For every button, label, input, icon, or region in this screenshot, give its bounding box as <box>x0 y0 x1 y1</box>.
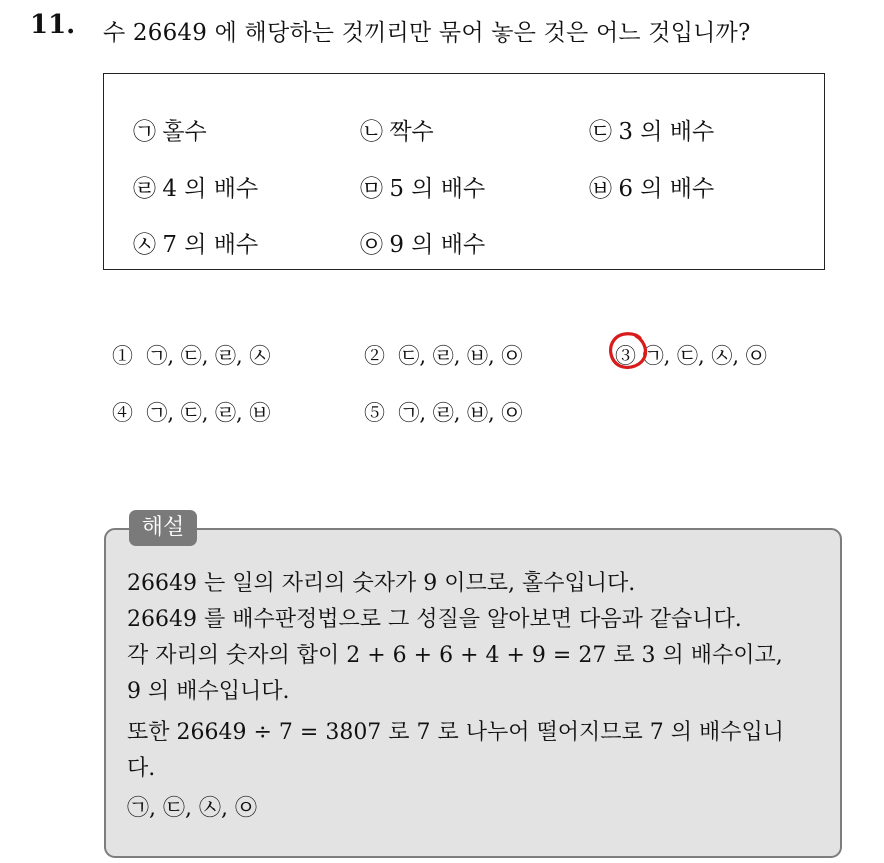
choice-4[interactable]: ④ ㉠, ㉢, ㉣, ㉥ <box>112 401 271 425</box>
answer-circle-mark <box>606 329 650 371</box>
option-item: ㉡ 짝수 <box>360 119 434 145</box>
option-item: ㉠ 홀수 <box>133 119 207 145</box>
solution-line: 9 의 배수입니다. <box>127 679 290 704</box>
option-item: ㉧ 9 의 배수 <box>360 232 486 258</box>
choice-5[interactable]: ⑤ ㉠, ㉣, ㉥, ㉧ <box>364 401 523 425</box>
solution-line: 26649 는 일의 자리의 숫자가 9 이므로, 홀수입니다. <box>127 571 636 596</box>
question-text: 수 26649 에 해당하는 것끼리만 묶어 놓은 것은 어느 것입니까? <box>103 20 751 46</box>
option-item: ㉤ 5 의 배수 <box>360 176 486 202</box>
option-item: ㉣ 4 의 배수 <box>133 176 259 202</box>
option-item: ㉦ 7 의 배수 <box>133 232 259 258</box>
solution-line: ㉠, ㉢, ㉦, ㉧ <box>127 796 257 821</box>
solution-line: 또한 26649 ÷ 7 = 3807 로 7 로 나누어 떨어지므로 7 의 배수입니 <box>127 720 785 745</box>
choice-1[interactable]: ① ㉠, ㉢, ㉣, ㉦ <box>112 344 271 368</box>
choice-2[interactable]: ② ㉢, ㉣, ㉥, ㉧ <box>364 344 523 368</box>
choice-3[interactable]: ③ ㉠, ㉢, ㉦, ㉧ <box>615 344 767 368</box>
option-item: ㉢ 3 의 배수 <box>589 119 715 145</box>
solution-line: 26649 를 배수판정법으로 그 성질을 알아보면 다음과 같습니다. <box>127 607 742 632</box>
solution-line: 다. <box>127 756 156 781</box>
option-item: ㉥ 6 의 배수 <box>589 176 715 202</box>
question-number: 11. <box>30 10 76 40</box>
solution-tag: 해설 <box>129 510 197 546</box>
solution-line: 각 자리의 숫자의 합이 2 + 6 + 6 + 4 + 9 = 27 로 3 의 배수이고, <box>127 643 783 668</box>
